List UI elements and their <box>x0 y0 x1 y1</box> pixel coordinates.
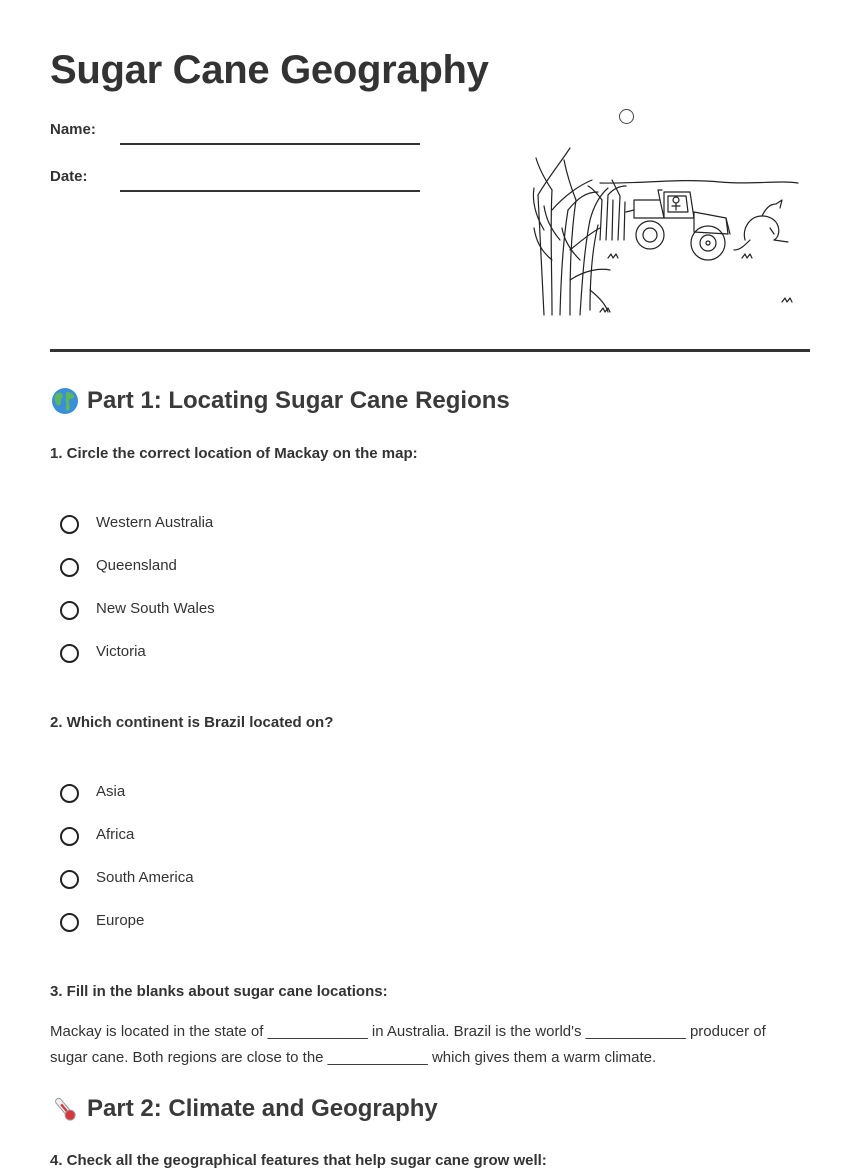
option-label: Western Australia <box>96 513 214 531</box>
q1-option-4[interactable] <box>60 638 146 664</box>
radio-button[interactable] <box>60 644 79 663</box>
option-label: Africa <box>96 825 135 843</box>
radio-button[interactable] <box>60 827 79 846</box>
option-label: Europe <box>96 911 145 929</box>
q2-option-4[interactable] <box>60 907 144 933</box>
date-label: Date: <box>50 168 88 185</box>
radio-button[interactable] <box>60 515 79 534</box>
name-field <box>50 121 420 151</box>
name-label: Name: <box>50 121 96 138</box>
q2-option-1[interactable] <box>60 778 125 804</box>
part2-heading <box>50 1094 438 1124</box>
part1-heading <box>50 386 510 416</box>
option-label: Asia <box>96 782 126 800</box>
part1-title: Part 1: Locating Sugar Cane Regions <box>87 387 510 414</box>
option-label: Victoria <box>96 642 146 660</box>
date-input-line[interactable] <box>120 190 420 192</box>
question-4: 4. Check all the geographical features that help sugar cane grow well: <box>50 1152 547 1169</box>
option-label: Queensland <box>96 556 177 574</box>
option-label: New South Wales <box>96 599 215 617</box>
question-3: 3. Fill in the blanks about sugar cane locations: <box>50 983 388 1000</box>
radio-button[interactable] <box>60 601 79 620</box>
question-2: 2. Which continent is Brazil located on? <box>50 714 334 731</box>
radio-button[interactable] <box>60 870 79 889</box>
q2-option-3[interactable] <box>60 864 194 890</box>
q1-option-1[interactable] <box>60 509 213 535</box>
radio-button[interactable] <box>60 784 79 803</box>
worksheet-title: Sugar Cane Geography <box>50 48 489 92</box>
radio-button[interactable] <box>60 558 79 577</box>
sugar-cane-farm-illustration <box>530 100 805 325</box>
radio-button[interactable] <box>60 913 79 932</box>
option-label: South America <box>96 868 194 886</box>
question-1: 1. Circle the correct location of Mackay on the map: <box>50 445 418 462</box>
thermometer-icon <box>50 1094 80 1124</box>
q1-option-2[interactable] <box>60 552 177 578</box>
q1-option-3[interactable] <box>60 595 215 621</box>
header-divider <box>50 349 810 352</box>
globe-icon <box>50 386 80 416</box>
name-input-line[interactable] <box>120 143 420 145</box>
fill-in-blanks-paragraph: Mackay is located in the state of ____________ in Australia. Brazil is the world's ____________ producer of sugar cane. Both regions are close to the ____________ which gives them a warm climate. <box>50 1023 766 1066</box>
q2-option-2[interactable] <box>60 821 134 847</box>
date-field <box>50 168 420 198</box>
part2-title: Part 2: Climate and Geography <box>87 1095 438 1122</box>
